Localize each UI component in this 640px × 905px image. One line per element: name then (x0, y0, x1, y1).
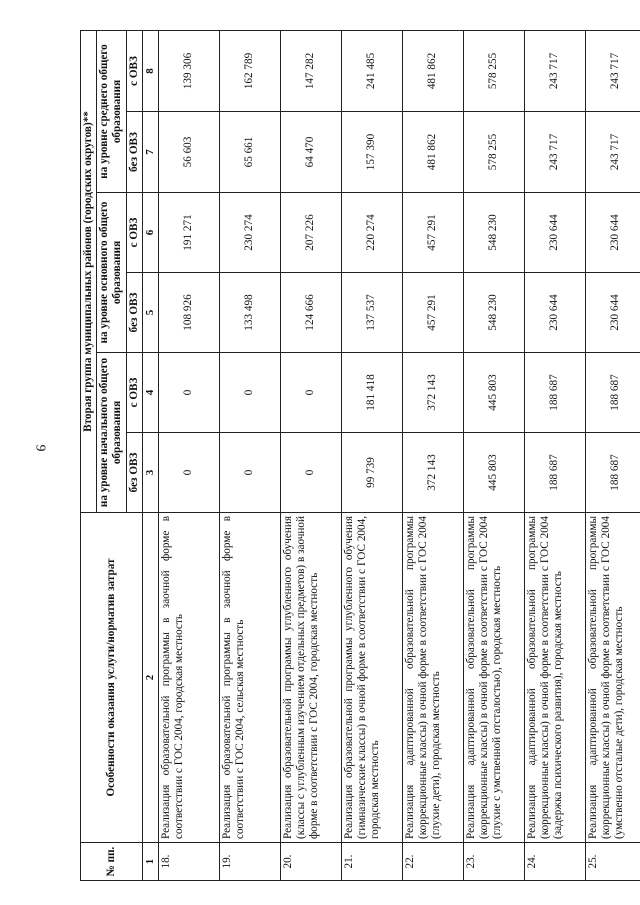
column-numbers-row (142, 30, 158, 880)
row-description: Реализация адаптированной образовательной программы (коррекционные классы) в очной форме в соответствии с ГОС 2004 (задержка психического развития), городская местность (524, 513, 585, 843)
sub-header: без ОВЗ (126, 112, 142, 193)
row-number: 22. (402, 843, 463, 881)
value-cell: 243 717 (524, 30, 585, 111)
value-cell: 207 226 (280, 193, 341, 273)
value-cell: 108 926 (158, 273, 219, 353)
column-number: 7 (142, 112, 158, 193)
value-cell: 481 862 (402, 112, 463, 193)
value-cell: 139 306 (158, 30, 219, 111)
value-cell: 457 291 (402, 193, 463, 273)
value-cell: 0 (280, 433, 341, 513)
row-number: 24. (524, 843, 585, 881)
level-basic: на уровне основного общего образования (97, 193, 126, 353)
value-cell: 0 (219, 433, 280, 513)
table-row (158, 30, 219, 880)
value-cell: 548 230 (463, 193, 524, 273)
value-cell: 548 230 (463, 273, 524, 353)
row-description: Реализация адаптированной образовательной программы (коррекционные классы) в очной форме в соответствии с ГОС 2004 (глухие дети), городская местность (402, 513, 463, 843)
sub-header: с ОВЗ (126, 30, 142, 111)
sub-header: без ОВЗ (126, 433, 142, 513)
column-number: 6 (142, 193, 158, 273)
column-number: 5 (142, 273, 158, 353)
value-cell: 99 739 (341, 433, 402, 513)
value-cell: 0 (219, 353, 280, 433)
value-cell: 0 (158, 433, 219, 513)
value-cell: 0 (280, 353, 341, 433)
value-cell: 230 644 (585, 273, 640, 353)
value-cell: 157 390 (341, 112, 402, 193)
column-number: 4 (142, 353, 158, 433)
value-cell: 372 143 (402, 433, 463, 513)
cost-standards-table (80, 30, 640, 881)
value-cell: 64 470 (280, 112, 341, 193)
value-cell: 230 644 (524, 193, 585, 273)
value-cell: 188 687 (585, 353, 640, 433)
group-title: Вторая группа муниципальных районов (городских округов)** (81, 30, 97, 512)
value-cell: 243 717 (585, 30, 640, 111)
value-cell: 457 291 (402, 273, 463, 353)
value-cell: 578 255 (463, 30, 524, 111)
sub-header: с ОВЗ (126, 353, 142, 433)
value-cell: 243 717 (585, 112, 640, 193)
value-cell: 578 255 (463, 112, 524, 193)
col-feature-header: Особенности оказания услуги/норматив затрат (81, 513, 143, 843)
value-cell: 124 666 (280, 273, 341, 353)
row-description: Реализация адаптированной образовательной программы (коррекционные классы) в очной форме в соответствии с ГОС 2004 (глухие с умственной отсталостью), городская местность (463, 513, 524, 843)
col-num-header: № пп. (81, 843, 143, 881)
value-cell: 230 274 (219, 193, 280, 273)
row-description: Реализация образовательной программы углубленного обучения (гимназические классы) в очной форме в соответствии с ГОС 2004, городская местность (341, 513, 402, 843)
value-cell: 220 274 (341, 193, 402, 273)
row-description: Реализация образовательной программы углубленного обучения (классы с углубленным изучением отдельных предметов) в заочной форме в соответствии с ГОС 2004, городская местность (280, 513, 341, 843)
value-cell: 188 687 (524, 353, 585, 433)
value-cell: 191 271 (158, 193, 219, 273)
row-number: 25. (585, 843, 640, 881)
column-number: 1 (142, 843, 158, 881)
page-number: 9 (32, 444, 48, 452)
value-cell: 162 789 (219, 30, 280, 111)
value-cell: 188 687 (585, 433, 640, 513)
table-row (524, 30, 585, 880)
cost-standards-table-rotated (80, 31, 626, 881)
table-row (219, 30, 280, 880)
value-cell: 445 803 (463, 353, 524, 433)
row-description: Реализация образовательной программы в заочной форме в соответствии с ГОС 2004, городская местность (158, 513, 219, 843)
level-secondary: на уровне среднего общего образования (97, 30, 126, 192)
column-number: 3 (142, 433, 158, 513)
column-number: 2 (142, 513, 158, 843)
table-row (280, 30, 341, 880)
row-number: 21. (341, 843, 402, 881)
value-cell: 188 687 (524, 433, 585, 513)
value-cell: 133 498 (219, 273, 280, 353)
table-row (341, 30, 402, 880)
row-description: Реализация образовательной программы в заочной форме в соответствии с ГОС 2004, сельская местность (219, 513, 280, 843)
value-cell: 230 644 (585, 193, 640, 273)
column-number: 8 (142, 30, 158, 111)
row-number: 23. (463, 843, 524, 881)
value-cell: 147 282 (280, 30, 341, 111)
sub-header: без ОВЗ (126, 273, 142, 353)
sub-header: с ОВЗ (126, 193, 142, 273)
value-cell: 372 143 (402, 353, 463, 433)
row-number: 18. (158, 843, 219, 881)
row-description: Реализация адаптированной образовательной программы (коррекционные классы) в очной форме в соответствии с ГОС 2004 (умственно отсталые дети), городская местность (585, 513, 640, 843)
table-row (402, 30, 463, 880)
value-cell: 181 418 (341, 353, 402, 433)
value-cell: 56 603 (158, 112, 219, 193)
value-cell: 481 862 (402, 30, 463, 111)
value-cell: 230 644 (524, 273, 585, 353)
row-number: 19. (219, 843, 280, 881)
value-cell: 0 (158, 353, 219, 433)
level-primary: на уровне начального общего образования (97, 353, 126, 513)
value-cell: 445 803 (463, 433, 524, 513)
value-cell: 241 485 (341, 30, 402, 111)
value-cell: 243 717 (524, 112, 585, 193)
value-cell: 137 537 (341, 273, 402, 353)
value-cell: 65 661 (219, 112, 280, 193)
table-row (585, 30, 640, 880)
table-row (463, 30, 524, 880)
row-number: 20. (280, 843, 341, 881)
